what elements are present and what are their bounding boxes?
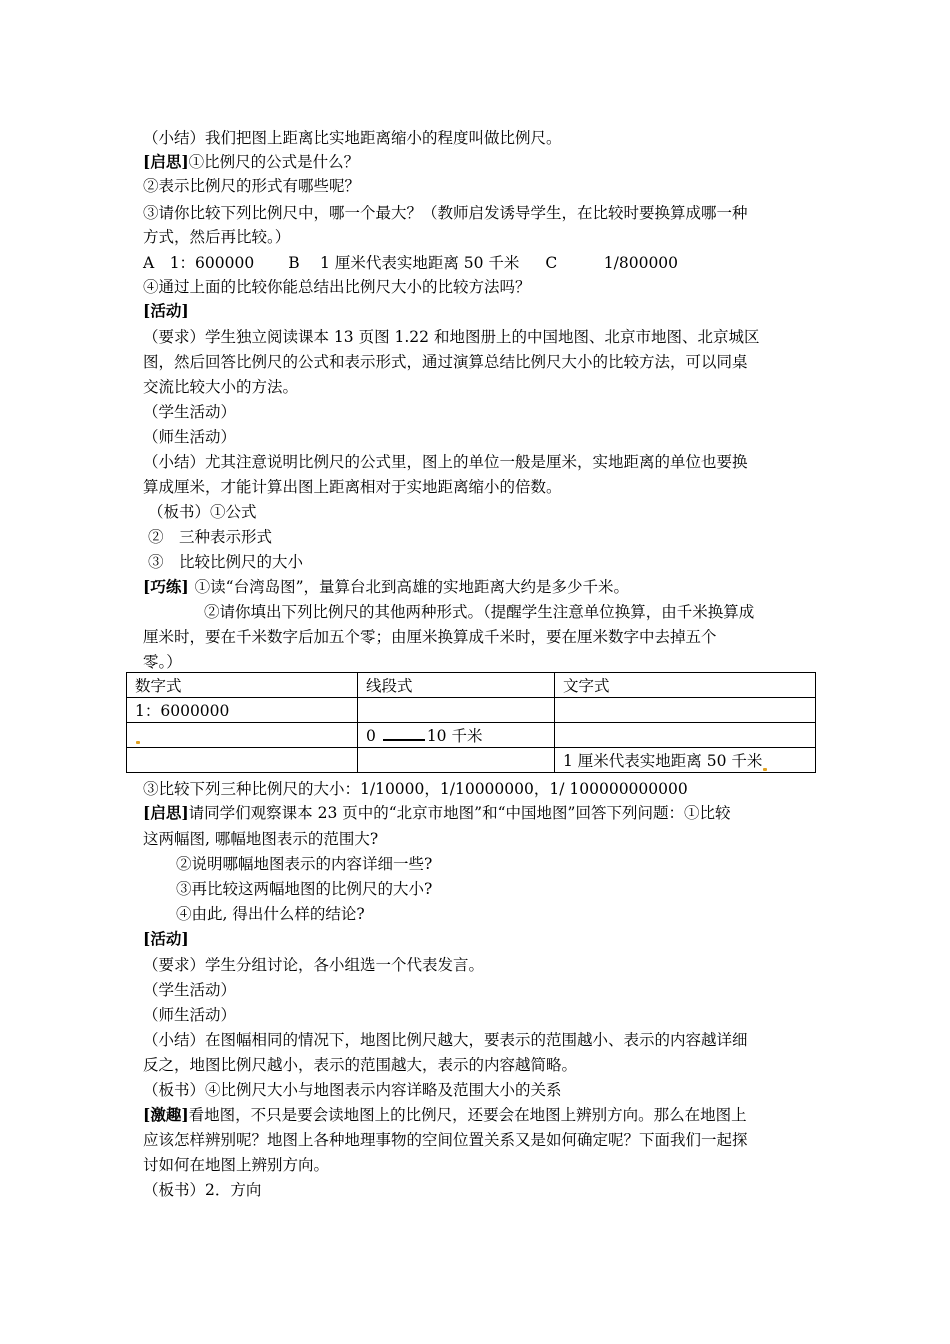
- paragraph-line: 讨如何在地图上辨别方向。: [143, 1156, 330, 1174]
- section-heading: [活动]: [143, 929, 189, 948]
- paragraph-line: 算成厘米，才能计算出图上距离相对于实地距离缩小的倍数。: [143, 478, 562, 496]
- paragraph-line: （小结）在图幅相同的情况下，地图比例尺越大，要表示的范围越小、表示的内容越详细: [143, 1031, 748, 1049]
- section-heading: [活动]: [143, 301, 189, 320]
- paragraph-line: （学生活动）: [143, 403, 237, 421]
- paragraph-line: 图，然后回答比例尺的公式和表示形式，通过演算总结比例尺大小的比较方法，可以同桌: [143, 353, 748, 371]
- table-cell: [358, 748, 555, 773]
- exercise-line: 零。）: [143, 653, 182, 671]
- table-header: 文字式: [555, 673, 816, 698]
- section-tag: [启思]: [143, 803, 189, 822]
- exercise-line: [143, 577, 629, 597]
- exercise-line: ③比较下列三种比例尺的大小：1/10000，1/10000000，1/ 100000000000: [143, 780, 688, 798]
- question-line: ④由此, 得出什么样的结论?: [176, 905, 365, 923]
- table-row: [127, 748, 816, 773]
- table-cell: [127, 748, 358, 773]
- paragraph-line: （小结）尤其注意说明比例尺的公式里，图上的单位一般是厘米，实地距离的单位也要换: [143, 453, 748, 471]
- table-header: 数字式: [127, 673, 358, 698]
- board-line: ③ 比较比例尺的大小: [148, 553, 304, 571]
- edit-mark: [763, 768, 767, 771]
- table-cell: [358, 698, 555, 723]
- exercise-text: ①读“台湾岛图”，量算台北到高雄的实地距离大约是多少千米。: [194, 578, 630, 596]
- board-line: （板书）④比例尺大小与地图表示内容详略及范围大小的关系: [143, 1081, 562, 1099]
- paragraph-line: （要求）学生分组讨论，各小组选一个代表发言。: [143, 956, 485, 974]
- table-cell: [127, 723, 358, 748]
- paragraph-line: （师生活动）: [143, 428, 237, 446]
- board-line: ② 三种表示形式: [148, 528, 273, 546]
- option-c: C 1/800000: [545, 254, 679, 272]
- question-line: [143, 152, 359, 172]
- section-tag: [巧练]: [143, 577, 189, 596]
- question-text: 请同学们观察课本 23 页中的“北京市地图”和“中国地图”回答下列问题：①比较: [188, 804, 731, 822]
- question-line: ②说明哪幅地图表示的内容详细一些?: [176, 855, 433, 873]
- summary-line: （小结）我们把图上距离比实地距离缩小的程度叫做比例尺。: [143, 129, 562, 147]
- paragraph-text: 看地图，不只是要会读地图上的比例尺，还要会在地图上辨别方向。那么在地图上: [188, 1106, 747, 1124]
- question-text: ①比例尺的公式是什么？: [188, 153, 360, 171]
- paragraph-line: 交流比较大小的方法。: [143, 378, 299, 396]
- question-line: [143, 803, 730, 823]
- table-cell: 1：6000000: [127, 698, 358, 723]
- section-tag: [启思]: [143, 152, 189, 171]
- table-header-row: [127, 673, 816, 698]
- segment-line: [383, 727, 425, 741]
- edit-mark: [136, 741, 140, 744]
- question-line: 这两幅图, 哪幅地图表示的范围大?: [143, 830, 379, 848]
- paragraph-line: （师生活动）: [143, 1006, 237, 1024]
- table-row: [127, 698, 816, 723]
- verbal-scale: 1 厘米代表实地距离 50 千米: [563, 752, 763, 770]
- scale-forms-table: [126, 672, 816, 773]
- paragraph-line: （要求）学生独立阅读课本 13 页图 1.22 和地图册上的中国地图、北京市地图、北京城区: [143, 328, 760, 346]
- paragraph-line: 反之，地图比例尺越小，表示的范围越大，表示的内容越简略。: [143, 1056, 578, 1074]
- paragraph-line: 应该怎样辨别呢？地图上各种地理事物的空间位置关系又是如何确定呢？下面我们一起探: [143, 1131, 748, 1149]
- options-line: [143, 253, 678, 273]
- table-cell: [555, 748, 816, 773]
- table-cell: [555, 698, 816, 723]
- paragraph-line: （学生活动）: [143, 981, 237, 999]
- question-line: ④通过上面的比较你能总结出比例尺大小的比较方法吗？: [143, 278, 531, 296]
- question-line: ②表示比例尺的形式有哪些呢？: [143, 177, 361, 195]
- table-row: [127, 723, 816, 748]
- segment-start: 0: [366, 727, 376, 745]
- option-b: B 1 厘米代表实地距离 50 千米: [288, 254, 520, 272]
- table-header: 线段式: [358, 673, 555, 698]
- table-cell: [358, 723, 555, 748]
- question-line: ③请你比较下列比例尺中，哪一个最大？（教师启发诱导学生，在比较时要换算成哪一种: [143, 204, 748, 222]
- exercise-line: 厘米时，要在千米数字后加五个零；由厘米换算成千米时，要在厘米数字中去掉五个: [143, 628, 717, 646]
- board-line: （板书）①公式: [148, 503, 257, 521]
- question-line: 方式，然后再比较。）: [143, 228, 291, 246]
- exercise-line: ②请你填出下列比例尺的其他两种形式。（提醒学生注意单位换算，由千米换算成: [204, 603, 755, 621]
- table-cell: [555, 723, 816, 748]
- segment-end: 10 千米: [426, 727, 483, 745]
- board-line: （板书）2．方向: [143, 1181, 262, 1199]
- option-a: A 1：600000: [143, 254, 255, 272]
- question-line: ③再比较这两幅地图的比例尺的大小?: [176, 880, 433, 898]
- section-tag: [激趣]: [143, 1105, 189, 1124]
- paragraph-line: [143, 1105, 747, 1125]
